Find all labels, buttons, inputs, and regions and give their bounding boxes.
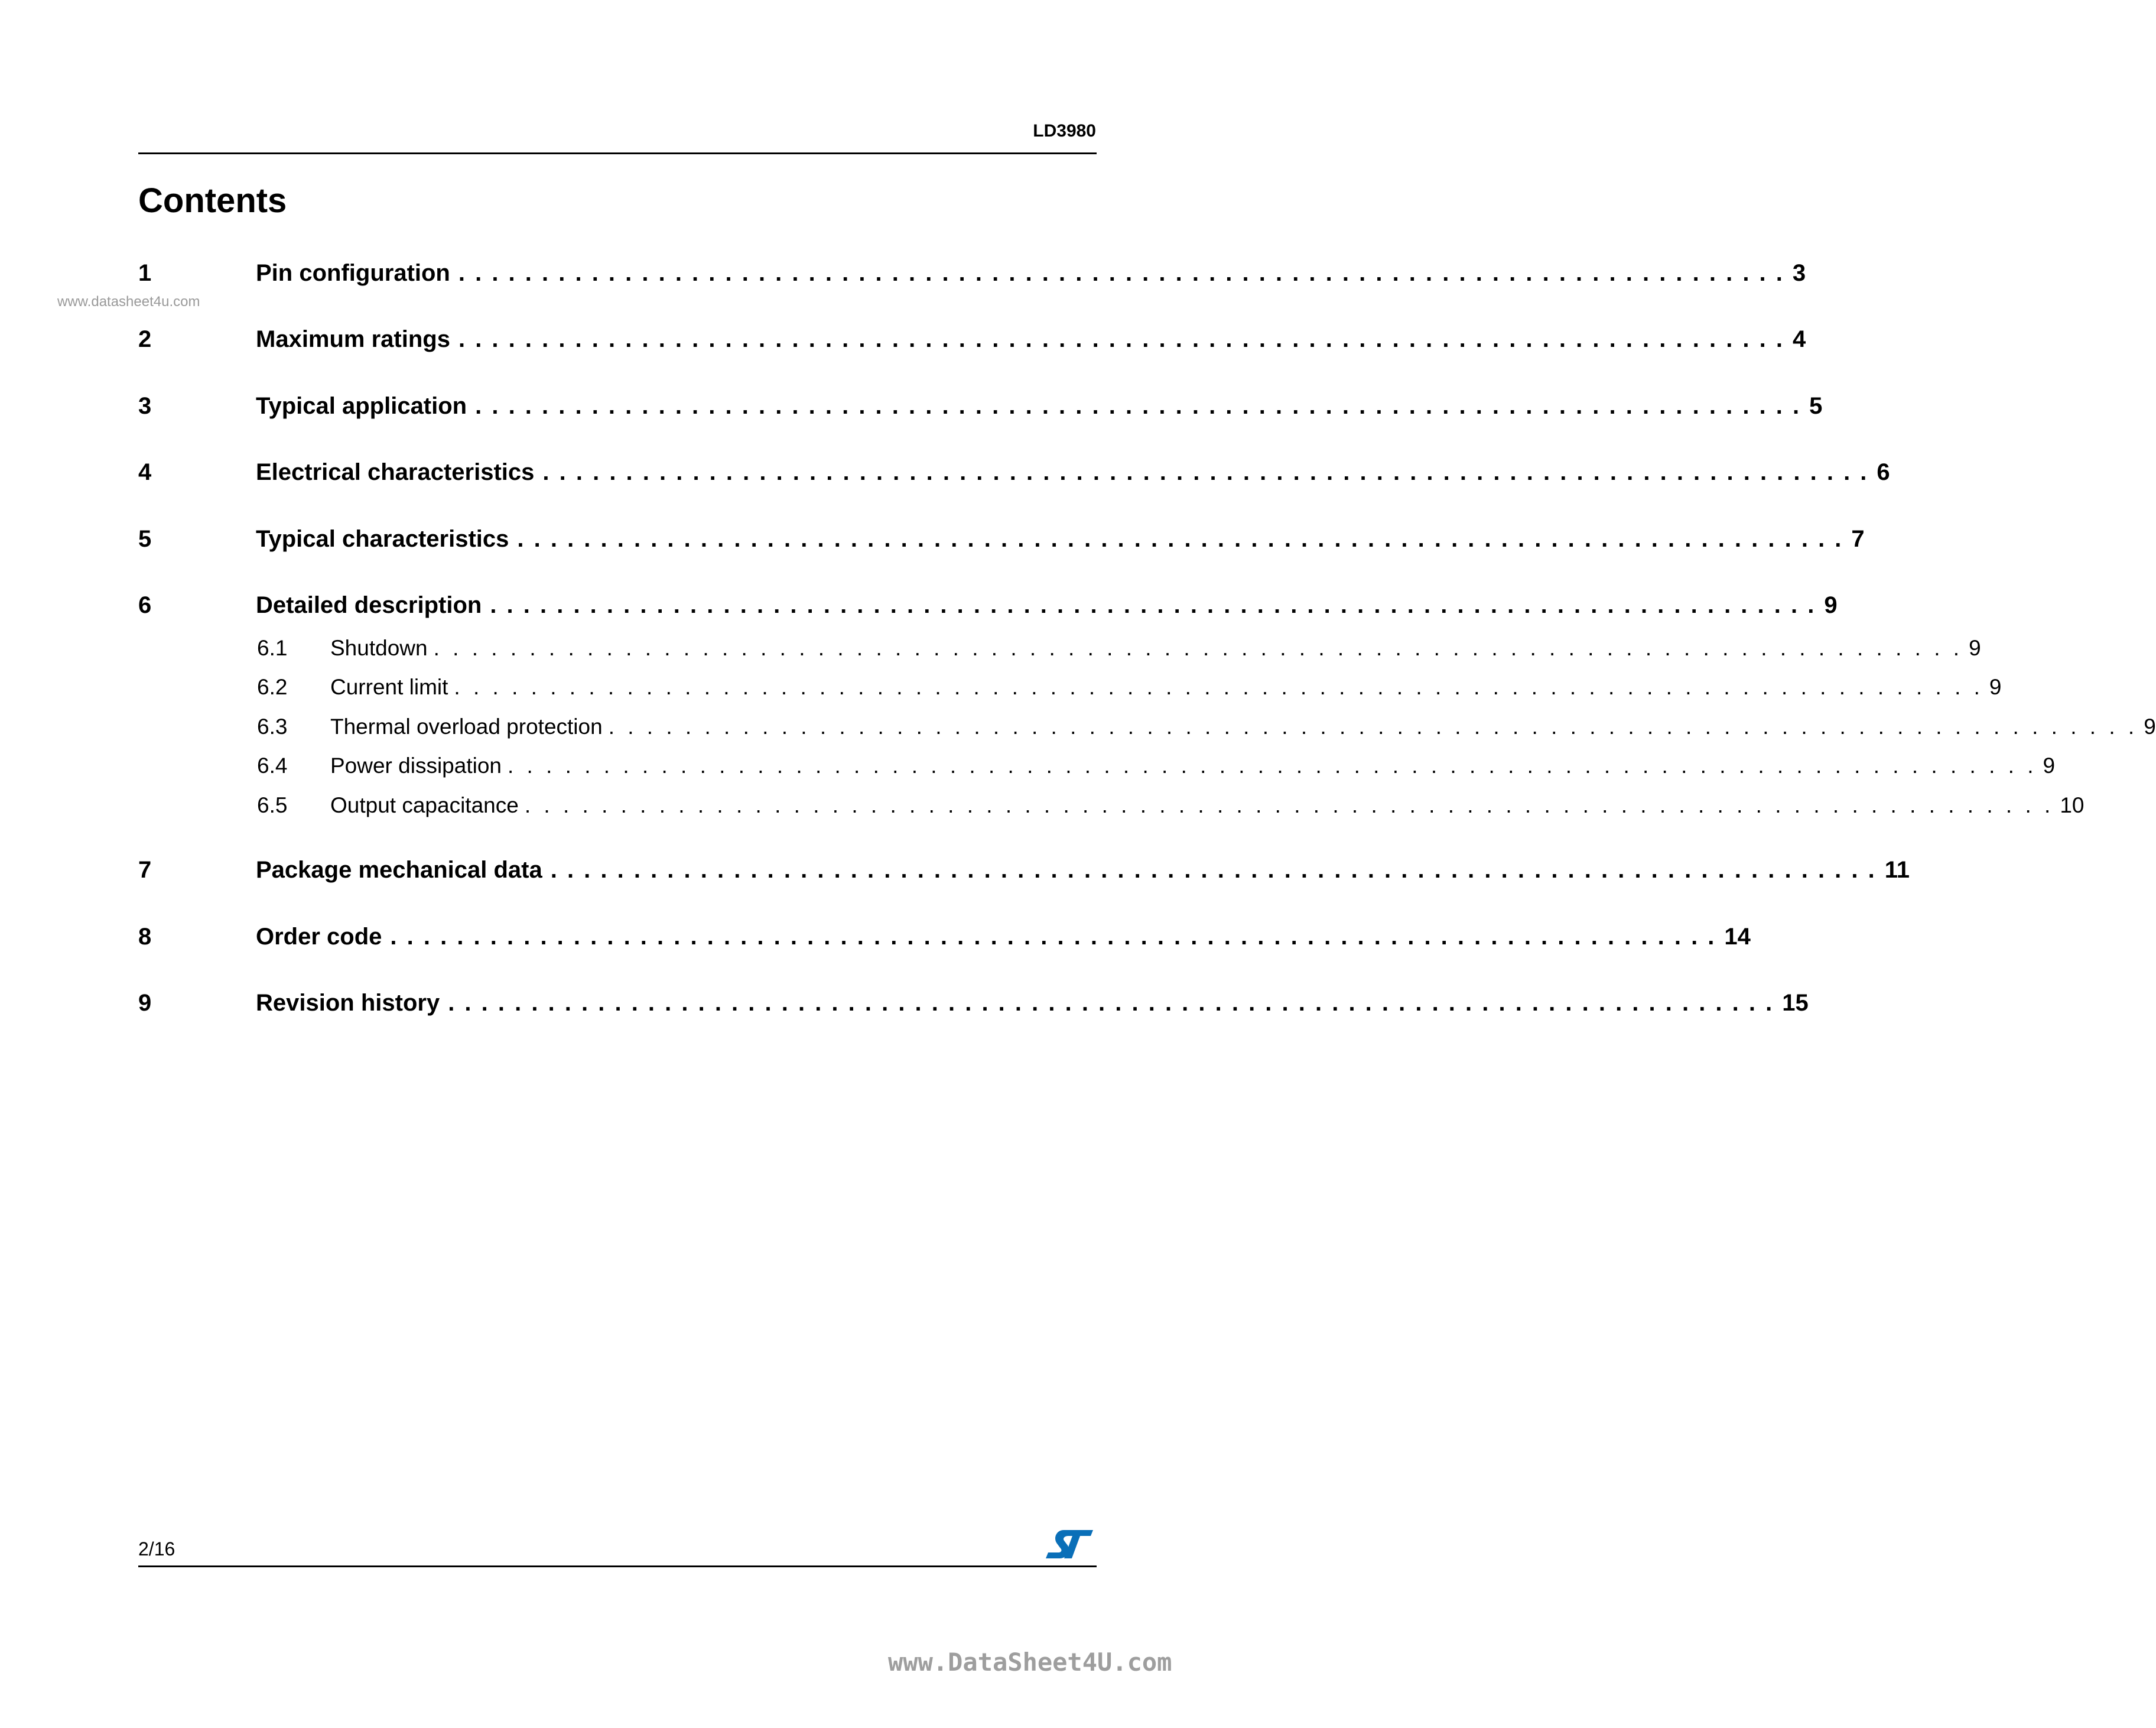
header-rule xyxy=(138,152,1097,154)
toc-subentry-page: 10 xyxy=(2060,793,2085,817)
toc-leader-dots: . . . . . . . . . . . . . . . . . . . . . . . . . . . . . . . . . . . . . . . . . . . . . . . . . . . . . . . . . . . . . . . . . . . . . . . . . . . . . . . . xyxy=(390,924,1716,950)
toc-entry-page: 4 xyxy=(1792,326,1806,352)
rule-bottom xyxy=(138,1565,1097,1567)
toc-leader-dots: . . . . . . . . . . . . . . . . . . . . . . . . . . . . . . . . . . . . . . . . . . . . . . . . . . . . . . . . . . . . . . . . . . . . . . . . . . . . . . . . xyxy=(490,592,1816,618)
toc-entry-label: Order code xyxy=(256,924,382,950)
toc-entry-page: 15 xyxy=(1782,990,1809,1016)
toc-entry-label: Detailed description xyxy=(256,592,482,618)
toc-entry-label: Typical application xyxy=(256,393,467,419)
toc-leader-dots: . . . . . . . . . . . . . . . . . . . . . . . . . . . . . . . . . . . . . . . . . . . . . . . . . . . . . . . . . . . . . . . . . . . . . . . . . . . . . . . . xyxy=(550,857,1877,883)
toc-leader-dots: . . . . . . . . . . . . . . . . . . . . . . . . . . . . . . . . . . . . . . . . . . . . . . . . . . . . . . . . . . . . . . . . . . . . . . . . . . . . . . . . xyxy=(542,459,1869,485)
toc-entry-number: 3 xyxy=(138,393,152,419)
toc-subentry-label: Output capacitance xyxy=(330,793,519,817)
toc-entry-number: 1 xyxy=(138,260,152,286)
page-number: 2/16 xyxy=(138,1538,175,1560)
toc-entry-page: 7 xyxy=(1851,526,1865,552)
toc-entry-page: 5 xyxy=(1809,393,1823,419)
toc-entry-label: Electrical characteristics xyxy=(256,459,535,485)
toc-leader-dots: . . . . . . . . . . . . . . . . . . . . . . . . . . . . . . . . . . . . . . . . . . . . . . . . . . . . . . . . . . . . . . . . . . . . . . . . . . . . . . . . xyxy=(433,636,1963,660)
toc-entry-number: 7 xyxy=(138,857,152,883)
toc-subentry-page: 9 xyxy=(1969,636,1981,660)
toc-entry-number: 9 xyxy=(138,990,152,1016)
toc-leader-dots: . . . . . . . . . . . . . . . . . . . . . . . . . . . . . . . . . . . . . . . . . . . . . . . . . . . . . . . . . . . . . . . . . . . . . . . . . . . . . . . . xyxy=(475,393,1801,419)
toc-leader-dots: . . . . . . . . . . . . . . . . . . . . . . . . . . . . . . . . . . . . . . . . . . . . . . . . . . . . . . . . . . . . . . . . . . . . . . . . . . . . . . . . xyxy=(448,990,1774,1016)
toc-subentry-number: 6.5 xyxy=(257,793,288,817)
watermark-bottom: www.DataSheet4U.com xyxy=(888,1648,1172,1677)
toc-leader-dots: . . . . . . . . . . . . . . . . . . . . . . . . . . . . . . . . . . . . . . . . . . . . . . . . . . . . . . . . . . . . . . . . . . . . . . . . . . . . . . . . xyxy=(458,260,1784,286)
toc-subentry-number: 6.2 xyxy=(257,675,288,699)
st-logo-icon xyxy=(1045,1528,1094,1561)
toc-subentry-page: 9 xyxy=(2144,714,2156,739)
toc-subentry-page: 9 xyxy=(1989,675,2002,699)
toc-subentry-label: Thermal overload protection xyxy=(330,714,603,739)
toc-entry-page: 9 xyxy=(1824,592,1838,618)
toc-entry-page: 6 xyxy=(1877,459,1890,485)
toc-leader-dots: . . . . . . . . . . . . . . . . . . . . . . . . . . . . . . . . . . . . . . . . . . . . . . . . . . . . . . . . . . . . . . . . . . . . . . . . . . . . . . . . xyxy=(454,675,1983,699)
toc-subentry-number: 6.1 xyxy=(257,636,288,660)
toc-entry-label: Typical characteristics xyxy=(256,526,509,552)
watermark-top: www.datasheet4u.com xyxy=(57,294,200,310)
toc-entry-label: Revision history xyxy=(256,990,440,1016)
toc-entry-page: 3 xyxy=(1792,260,1806,286)
toc-entry-page: 11 xyxy=(1884,857,1910,883)
toc-entry-page: 14 xyxy=(1724,924,1751,950)
document-id: LD3980 xyxy=(1033,121,1096,141)
toc-subentry-label: Shutdown xyxy=(330,636,428,660)
page-title: Contents xyxy=(138,181,287,220)
toc-subentry-number: 6.3 xyxy=(257,714,288,739)
toc-subentry-label: Power dissipation xyxy=(330,753,502,778)
toc-leader-dots: . . . . . . . . . . . . . . . . . . . . . . . . . . . . . . . . . . . . . . . . . . . . . . . . . . . . . . . . . . . . . . . . . . . . . . . . . . . . . . . . xyxy=(507,753,2037,778)
toc-subentry-number: 6.4 xyxy=(257,753,288,778)
toc-subentry-label: Current limit xyxy=(330,675,448,699)
toc-leader-dots: . . . . . . . . . . . . . . . . . . . . . . . . . . . . . . . . . . . . . . . . . . . . . . . . . . . . . . . . . . . . . . . . . . . . . . . . . . . . . . . . xyxy=(458,326,1784,352)
toc-leader-dots: . . . . . . . . . . . . . . . . . . . . . . . . . . . . . . . . . . . . . . . . . . . . . . . . . . . . . . . . . . . . . . . . . . . . . . . . . . . . . . . . xyxy=(517,526,1843,552)
toc-leader-dots: . . . . . . . . . . . . . . . . . . . . . . . . . . . . . . . . . . . . . . . . . . . . . . . . . . . . . . . . . . . . . . . . . . . . . . . . . . . . . . . . xyxy=(524,793,2054,817)
toc-entry-number: 4 xyxy=(138,459,152,485)
toc-entry-number: 6 xyxy=(138,592,152,618)
toc-entry-label: Maximum ratings xyxy=(256,326,450,352)
toc-entry-number: 8 xyxy=(138,924,152,950)
toc-subentry-page: 9 xyxy=(2043,753,2056,778)
toc-entry-label: Package mechanical data xyxy=(256,857,542,883)
toc-entry-number: 5 xyxy=(138,526,152,552)
toc-entry-number: 2 xyxy=(138,326,152,352)
toc-leader-dots: . . . . . . . . . . . . . . . . . . . . . . . . . . . . . . . . . . . . . . . . . . . . . . . . . . . . . . . . . . . . . . . . . . . . . . . . . . . . . . . . xyxy=(608,714,2138,739)
toc-entry-label: Pin configuration xyxy=(256,260,450,286)
